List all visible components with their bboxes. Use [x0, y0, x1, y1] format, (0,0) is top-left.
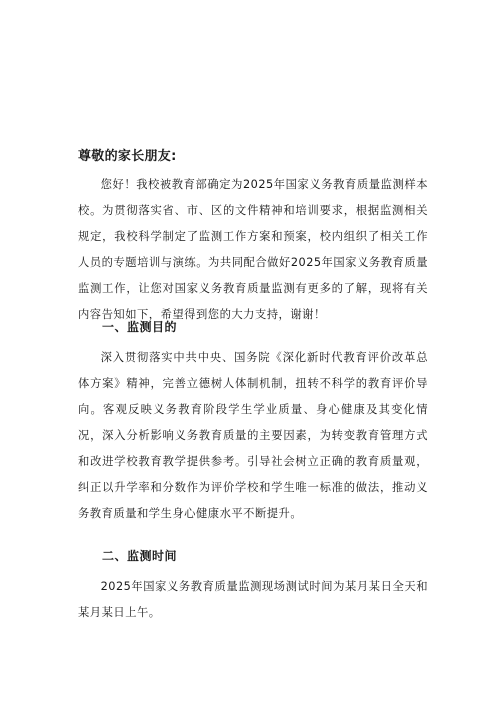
salutation: 尊敬的家长朋友: [78, 149, 177, 164]
section-body-time: 2025年国家义务教育质量监测现场测试时间为某月某日全天和某月某日上午。 [78, 580, 428, 619]
intro-paragraph: 您好！我校被教育部确定为2025年国家义务教育质量监测样本校。为贯彻落实省、市、区的文件精神和培训要求，根据监测相关规定，我校科学制定了监测工作方案和预案，校内组织了相关工作人员的专题培训与演练。为共同配合做好2025年国家义务教育质量监测工作，让您对国家义务教育质量监测有更多的了解，现将有关内容告知如下，希望得到您的大力支持，谢谢！ [78, 178, 428, 321]
section-heading-time: 二、监测时间 [102, 549, 178, 563]
section-body-purpose: 深入贯彻落实中共中央、国务院《深化新时代教育评价改革总体方案》精神，完善立德树人体制机制，扭转不科学的教育评价导向。客观反映义务教育阶段学生学业质量、身心健康及其变化情况，深入分析影响义务教育质量的主要因素，为转变教育管理方式和改进学校教育教学提供参考。引导社会树立正确的教育质量观，纠正以升学率和分数作为评价学校和学生唯一标准的做法，推动义务教育质量和学生身心健康水平不断提升。 [78, 351, 428, 520]
section-heading-purpose: 一、监测目的 [102, 320, 178, 334]
